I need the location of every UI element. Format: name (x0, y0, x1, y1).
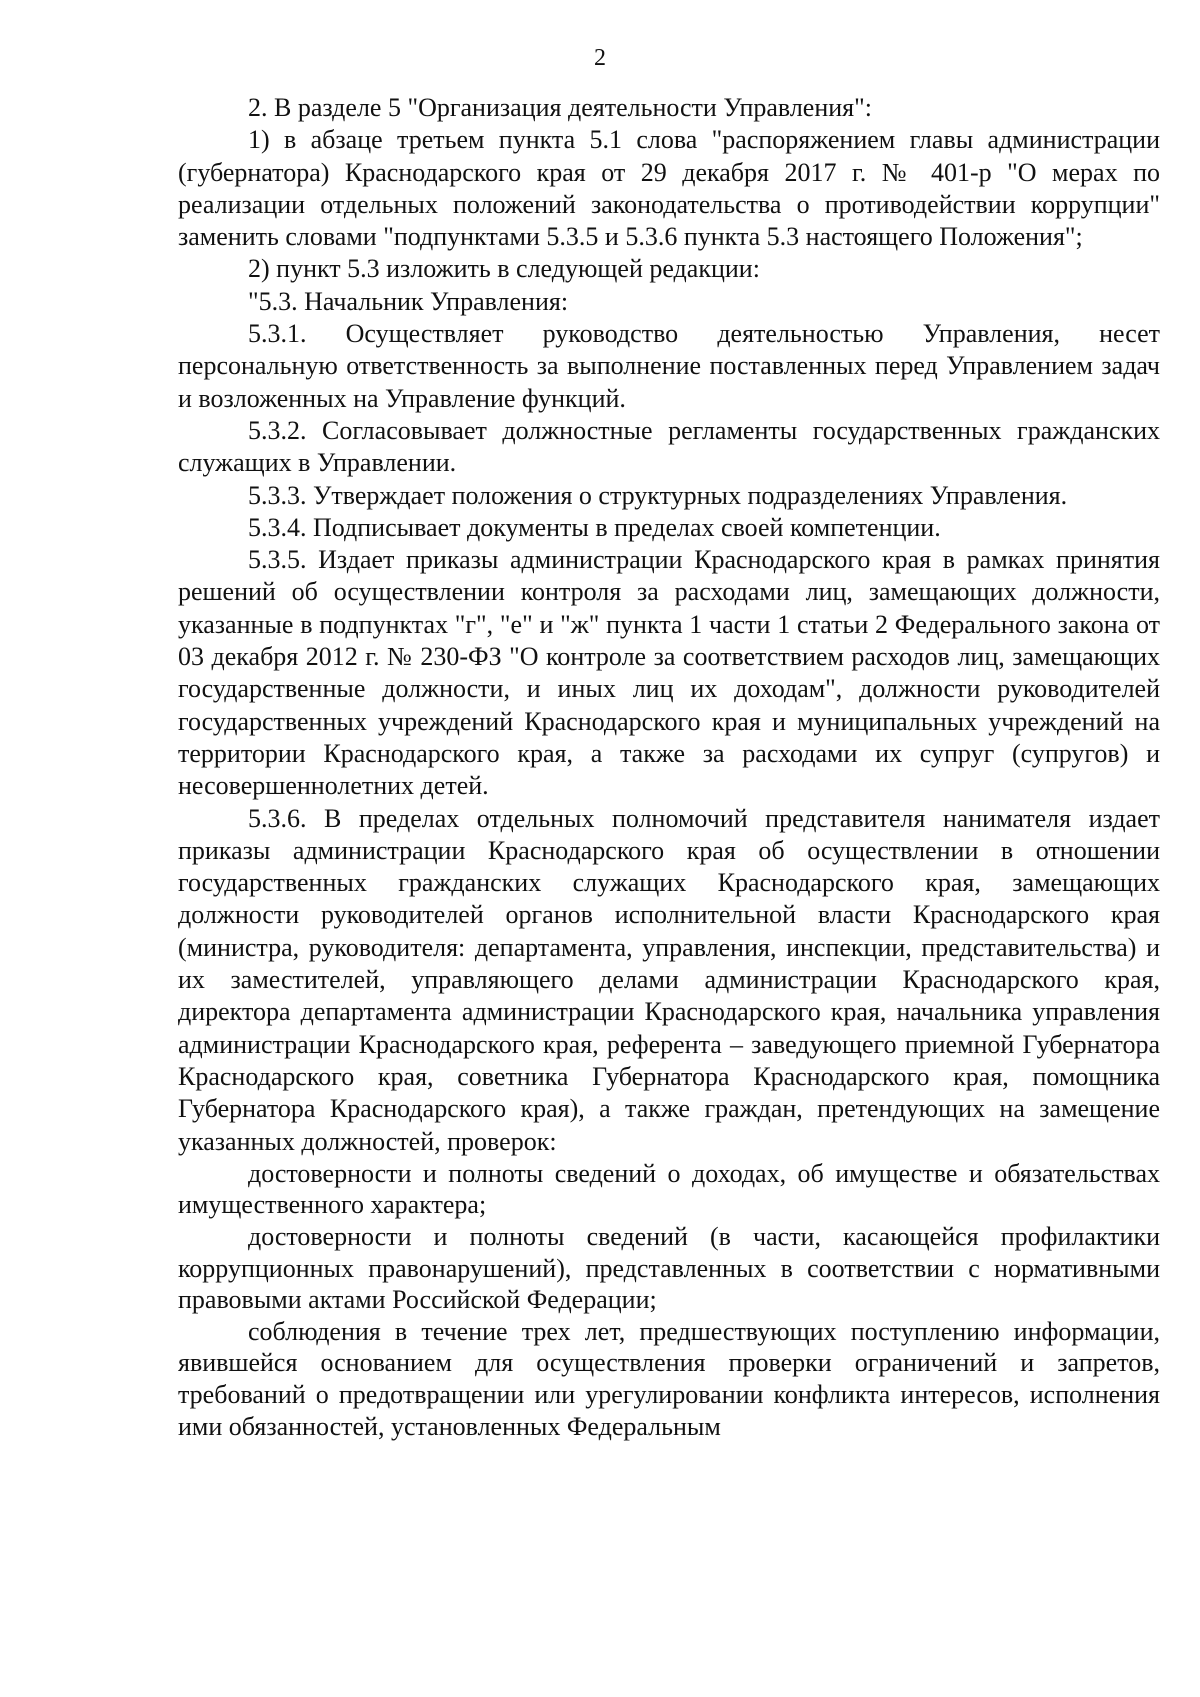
document-body (178, 92, 1160, 1442)
paragraph-5-3-6: 5.3.6. В пределах отдельных полномочий представителя нанимателя издает приказы администрации Краснодарского края об осуществлении в отношении государственных гражданских служащих Краснодарского края, замещающих должности руководителей органов исполнительной власти Краснодарского края (министра, руководителя: департамента, управления, инспекции, представительства) и их заместителей, управляющего делами администрации Краснодарского края, директора департамента администрации Краснодарского края, начальника управления администрации Краснодарского края, референта – заведующего приемной Губернатора Краснодарского края, советника Губернатора Краснодарского края, помощника Губернатора Краснодарского края), а также граждан, претендующих на замещение указанных должностей, проверок: (178, 803, 1160, 1156)
paragraph-5-3-4: 5.3.4. Подписывает документы в пределах своей компетенции. (248, 512, 941, 542)
paragraph-amendment-2: 2) пункт 5.3 изложить в следующей редакции: (248, 254, 760, 284)
paragraph-5-3-2: 5.3.2. Согласовывает должностные регламенты государственных гражданских служащих в Управлении. (178, 415, 1160, 478)
paragraph-5-3-3: 5.3.3. Утверждает положения о структурных подразделениях Управления. (248, 480, 1068, 510)
paragraph-section-5-heading: 2. В разделе 5 "Организация деятельности Управления": (248, 93, 872, 122)
paragraph-amendment-1: 1) в абзаце третьем пункта 5.1 слова "распоряжением главы администрации (губернатора) Краснодарского края от 29 декабря 2017 г. № 401-р "О мерах по реализации отдельных положений законодательства о противодействии коррупции" заменить словами "подпунктами 5.3.5 и 5.3.6 пункта 5.3 настоящего Положения"; (178, 125, 1160, 252)
paragraph-check-corruption: достоверности и полноты сведений (в части, касающейся профилактики коррупционных правонарушений), представленных в соответствии с нормативными правовыми актами Российской Федерации; (178, 1221, 1160, 1315)
paragraph-5-3-5: 5.3.5. Издает приказы администрации Краснодарского края в рамках принятия решений об осуществлении контроля за расходами лиц, замещающих должности, указанные в подпунктах "г", "е" и "ж" пункта 1 части 1 статьи 2 Федерального закона от 03 декабря 2012 г. № 230-ФЗ "О контроле за соответствием расходов лиц, замещающих государственные должности, и иных лиц их доходам", должности руководителей государственных учреждений Краснодарского края и муниципальных учреждений на территории Краснодарского края, а также за расходами их супруг (супругов) и несовершеннолетних детей. (178, 545, 1160, 801)
paragraph-5-3-1: 5.3.1. Осуществляет руководство деятельностью Управления, несет персональную ответственность за выполнение поставленных перед Управлением задач и возложенных на Управление функций. (178, 319, 1160, 413)
page-number: 2 (594, 45, 606, 71)
paragraph-5-3-heading: "5.3. Начальник Управления: (248, 286, 569, 316)
paragraph-check-restrictions: соблюдения в течение трех лет, предшествующих поступлению информации, явившейся основанием для осуществления проверки ограничений и запретов, требований о предотвращении или урегулировании конфликта интересов, исполнения ими обязанностей, установленных Федеральным (178, 1316, 1160, 1441)
paragraph-check-income: достоверности и полноты сведений о доходах, об имуществе и обязательствах имущественного характера; (178, 1158, 1160, 1220)
